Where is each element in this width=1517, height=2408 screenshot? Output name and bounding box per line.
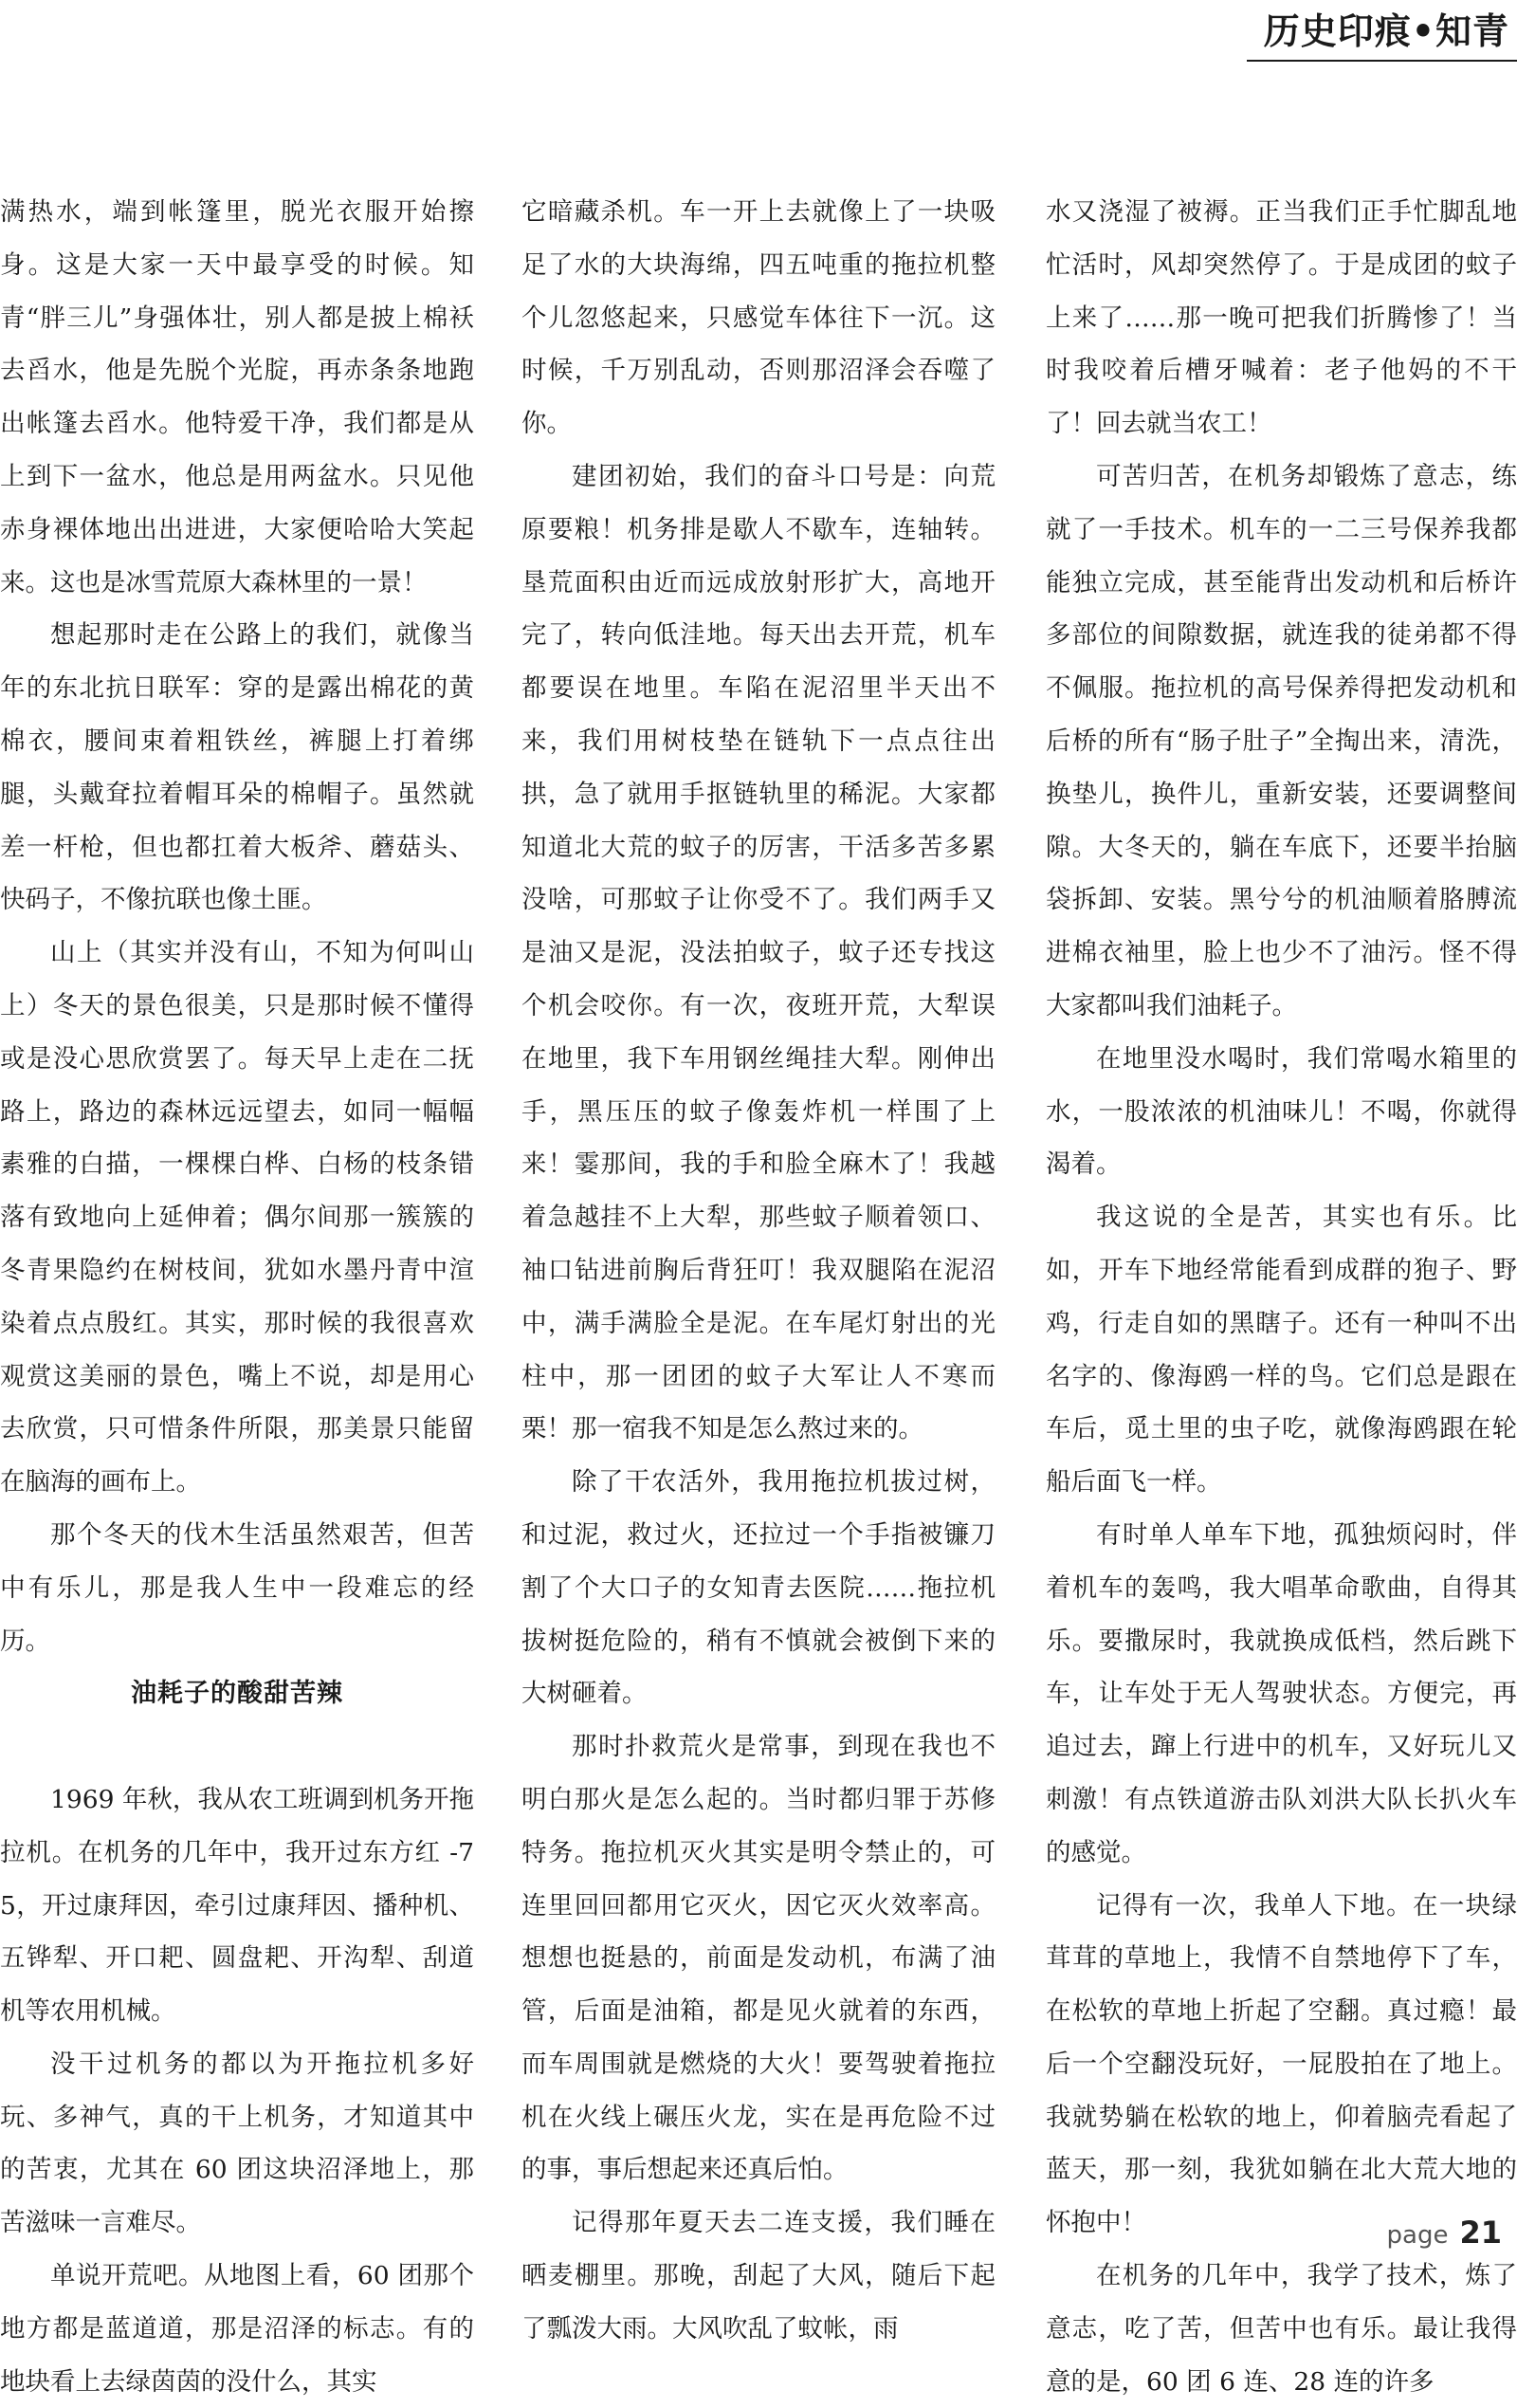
- paragraph: 可苦归苦，在机务却锻炼了意志，练就了一手技术。机车的一二三号保养我都能独立完成，甚至能背出发动机和后桥许多部位的间隙数据，就连我的徒弟都不得不佩服。拖拉机的高号保养得把发动机和后桥的所有“肠子肚子”全掏出来，清洗，换垫儿，换件儿，重新安装，还要调整间隙。大冬天的，躺在车底下，还要半抬脑袋拆卸、安装。黑兮兮的机油顺着胳膊流进棉衣袖里，脸上也少不了油污。怪不得大家都叫我们油耗子。: [1046, 461, 1517, 1020]
- page-label: page: [1386, 2221, 1449, 2250]
- paragraph: 建团初始，我们的奋斗口号是：向荒原要粮！机务排是歇人不歇车，连轴转。垦荒面积由近而远成放射形扩大，高地开完了，转向低洼地。每天出去开荒，机车都要误在地里。车陷在泥沼里半天出不来，我们用树枝垫在链轨下一点点往出拱，急了就用手抠链轨里的稀泥。大家都知道北大荒的蚊子的厉害，干活多苦多累没啥，可那蚊子让你受不了。我们两手又是油又是泥，没法拍蚊子，蚊子还专找这个机会咬你。有一次，夜班开荒，大犁误在地里，我下车用钢丝绳挂大犁。刚伸出手，黑压压的蚊子像轰炸机一样围了上来！霎那间，我的手和脸全麻木了！我越着急越挂不上大犁，那些蚊子顺着领口、袖口钻进前胸后背狂叮！我双腿陷在泥沼中，满手满脸全是泥。在车尾灯射出的光柱中，那一团团的蚊子大军让人不寒而栗！那一宿我不知是怎么熬过来的。: [521, 461, 996, 1444]
- paragraph: 单说开荒吧。从地图上看，60 团那个地方都是蓝道道，那是沼泽的标志。有的地块看上去绿茵茵的没什么，其实: [0, 2261, 474, 2397]
- header-rule: [1247, 60, 1517, 62]
- text-column-3: [1046, 186, 1517, 2408]
- paragraph: 没干过机务的都以为开拖拉机多好玩、多神气，真的干上机务，才知道其中的苦衷，尤其在 60 团这块沼泽地上，那苦滋味一言难尽。: [0, 2049, 474, 2238]
- paragraph: 记得那年夏天去二连支援，我们睡在晒麦棚里。那晚，刮起了大风，随后下起了瓢泼大雨。大风吹乱了蚊帐，雨: [521, 2208, 996, 2344]
- paragraph: 山上（其实并没有山，不知为何叫山上）冬天的景色很美，只是那时候不懂得或是没心思欣赏罢了。每天早上走在二抚路上，路边的森林远远望去，如同一幅幅素雅的白描，一棵棵白桦、白杨的枝条错落有致地向上延伸着；偶尔间那一簇簇的冬青果隐约在树枝间，犹如水墨丹青中渲染着点点殷红。其实，那时候的我很喜欢观赏这美丽的景色，嘴上不说，却是用心去欣赏，只可惜条件所限，那美景只能留在脑海的画布上。: [0, 938, 474, 1498]
- page-number-value: 21: [1459, 2215, 1502, 2251]
- paragraph: 想起那时走在公路上的我们，就像当年的东北抗日联军：穿的是露出棉花的黄棉衣，腰间束着粗铁丝，裤腿上打着绑腿，头戴耷拉着帽耳朵的棉帽子。虽然就差一杆枪，但也都扛着大板斧、蘑菇头、快码子，不像抗联也像土匪。: [0, 620, 474, 915]
- spacer: [0, 1720, 474, 1774]
- text-column-2: [521, 186, 996, 2356]
- paragraph: 在地里没水喝时，我们常喝水箱里的水，一股浓浓的机油味儿！不喝，你就得渴着。: [1046, 1043, 1517, 1180]
- paragraph: 那个冬天的伐木生活虽然艰苦，但苦中有乐儿，那是我人生中一段难忘的经历。: [0, 1519, 474, 1656]
- paragraph: 记得有一次，我单人下地。在一块绿茸茸的草地上，我情不自禁地停下了车，在松软的草地上折起了空翻。真过瘾！最后一个空翻没玩好，一屁股拍在了地上。我就势躺在松软的地上，仰着脑壳看起了蓝天，那一刻，我犹如躺在北大荒大地的怀抱中！: [1046, 1890, 1517, 2238]
- subheading: 油耗子的酸甜苦辣: [131, 1679, 343, 1709]
- paragraph: 我这说的全是苦，其实也有乐。比如，开车下地经常能看到成群的狍子、野鸡，行走自如的黑瞎子。还有一种叫不出名字的、像海鸥一样的鸟。它们总是跟在车后，觅土里的虫子吃，就像海鸥跟在轮船后面飞一样。: [1046, 1203, 1517, 1498]
- paragraph: 有时单人单车下地，孤独烦闷时，伴着机车的轰鸣，我大唱革命歌曲，自得其乐。要撒尿时，我就换成低档，然后跳下车，让车处于无人驾驶状态。方便完，再追过去，蹿上行进中的机车，又好玩儿又刺激！有点铁道游击队刘洪大队长扒火车的感觉。: [1046, 1519, 1517, 1867]
- page-number: [1387, 2215, 1502, 2251]
- text-column-1: [0, 186, 474, 2408]
- paragraph: 那时扑救荒火是常事，到现在我也不明白那火是怎么起的。当时都归罪于苏修特务。拖拉机灭火其实是明令禁止的，可连里回回都用它灭火，因它灭火效率高。想想也挺悬的，前面是发动机，布满了油管，后面是油箱，都是见火就着的东西，而车周围就是燃烧的大火！要驾驶着拖拉机在火线上碾压火龙，实在是再危险不过的事，事后想起来还真后怕。: [521, 1732, 996, 2185]
- paragraph: 它暗藏杀机。车一开上去就像上了一块吸足了水的大块海绵，四五吨重的拖拉机整个儿忽悠起来，只感觉车体往下一沉。这时候，千万别乱动，否则那沼泽会吞噬了你。: [521, 197, 996, 439]
- paragraph: 满热水，端到帐篷里，脱光衣服开始擦身。这是大家一天中最享受的时候。知青“胖三儿”身强体壮，别人都是披上棉袄去舀水，他是先脱个光腚，再赤条条地跑出帐篷去舀水。他特爱干净，我们都是从上到下一盆水，他总是用两盆水。只见他赤身裸体地出出进进，大家便哈哈大笑起来。这也是冰雪荒原大森林里的一景！: [0, 197, 474, 597]
- paragraph: 1969 年秋，我从农工班调到机务开拖拉机。在机务的几年中，我开过东方红 -75，开过康拜因，牵引过康拜因、播种机、五铧犁、开口耙、圆盘耙、开沟犁、刮道机等农用机械。: [0, 1784, 474, 2027]
- paragraph: 在机务的几年中，我学了技术，炼了意志，吃了苦，但苦中也有乐。最让我得意的是，60 团 6 连、28 连的许多: [1046, 2261, 1517, 2397]
- paragraph: 除了干农活外，我用拖拉机拔过树，和过泥，救过火，还拉过一个手指被镰刀割了个大口子的女知青去医院……拖拉机拔树挺危险的，稍有不慎就会被倒下来的大树砸着。: [521, 1467, 996, 1709]
- section-title: 历史印痕•知青: [1263, 9, 1509, 52]
- paragraph: 水又浇湿了被褥。正当我们正手忙脚乱地忙活时，风却突然停了。于是成团的蚊子上来了……那一晚可把我们折腾惨了！当时我咬着后槽牙喊着：老子他妈的不干了！回去就当农工！: [1046, 197, 1517, 439]
